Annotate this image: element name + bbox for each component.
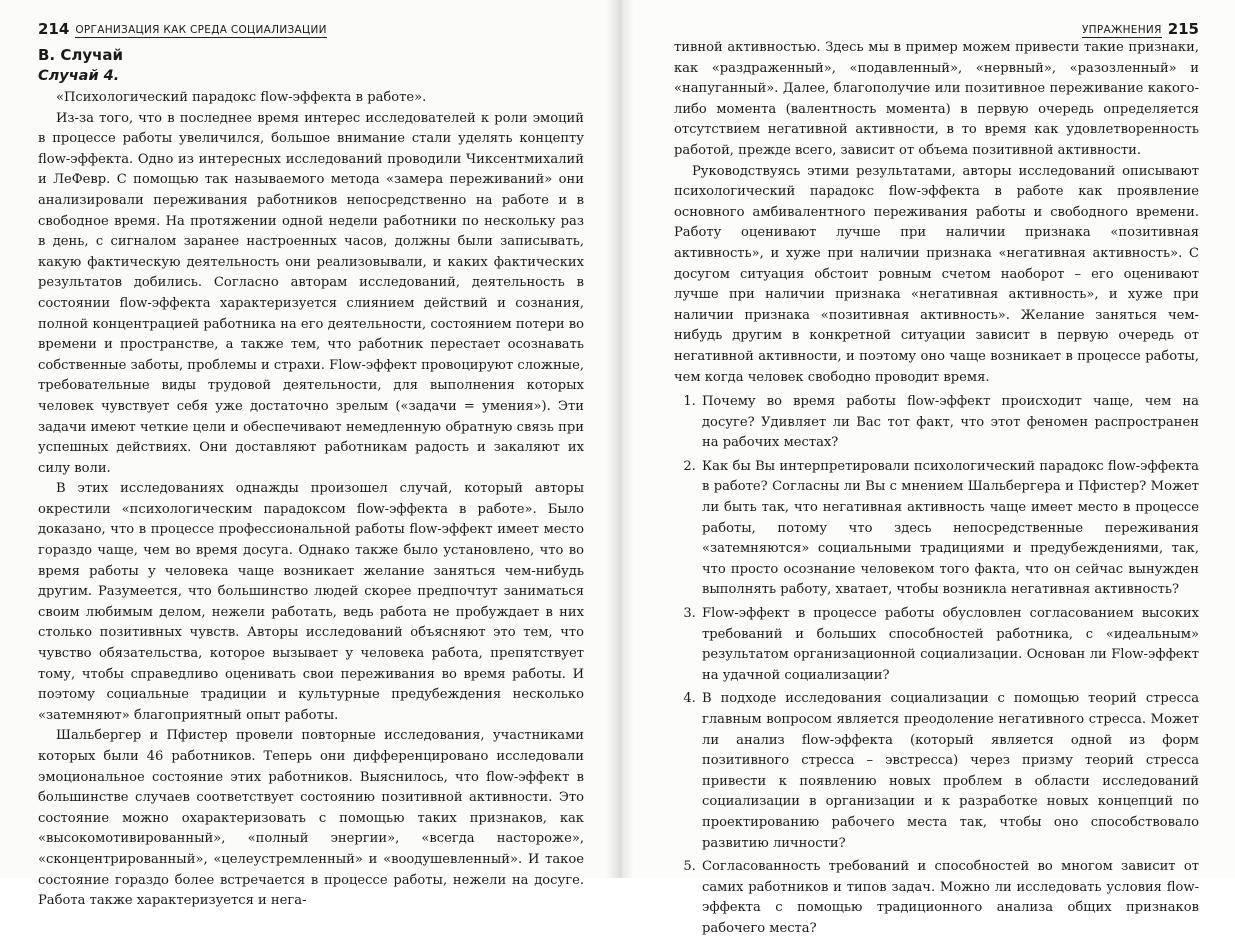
section-heading: В. Случай — [38, 46, 124, 64]
body-paragraph: В этих исследованиях однажды произошел случай, который авторы окрестили «психологическим парадоксом flow-эффекта в работе». Было доказано, что в процессе профессиональной работы flow-эффект имеет место гораздо чаще, чем во время досуга. Однако также было установлено, что во время работы у человека чаще возникает желание заняться чем-нибудь другим. Разумеется, что большинство людей скорее предпочтут заниматься своим любимым делом, нежели работать, ведь работа не пробуждает в них столько позитивных чувств. Авторы исследований объясняют это тем, что чувство обязательства, которое вызывает у человека работа, препятствует тому, чтобы справедливо оценивать свои переживания во время работы. И поэтому социальные традиции и культурные предубеждения несколько «затемняют» благоприятный опыт работы. — [38, 481, 584, 723]
case-title-paragraph: «Психологический парадокс flow-эффекта в работе». — [56, 90, 427, 105]
left-page — [0, 0, 618, 909]
right-running-head — [674, 10, 1199, 38]
left-page-number: 214 — [38, 20, 70, 38]
case-heading: Случай 4. — [38, 68, 120, 84]
question-list — [674, 392, 1199, 939]
question-item: 4. В подходе исследования социализации с помощью теорий стресса главным вопросом является преодоление негативного стресса. Может ли анализ flow-эффекта (который является одной из форм позитивного стресса – эвстресса) через призму теорий стресса привести к появлению новых проблем в области исследований социализации в организации и к разработке новых концепций по проектированию рабочего места так, чтобы оно способствовало развитию личности? — [700, 689, 1199, 854]
body-paragraph: Руководствуясь этими результатами, авторы исследований описывают психологический парадокс flow-эффекта в работе как проявление основного амбивалентного переживания работы и свободного времени. Работу оценивают лучше при наличии признака «позитивная активность», и хуже при наличии признака «негативная активность». С досугом ситуация обстоит ровным счетом наоборот – его оценивают лучше при наличии признака «негативная активность», и хуже при наличии признака «позитивная активность». Желание заняться чем-нибудь другим в конкретной ситуации зависит в первую очередь от негативной активности, и поэтому оно чаще возникает в процессе работы, чем когда человек свободно проводит время. — [674, 163, 1199, 385]
right-page — [618, 0, 1235, 936]
continued-paragraph: тивной активностью. Здесь мы в пример можем привести такие признаки, как «раздраженный», «подавленный», «нервный», «разозленный» и «напуганный». Далее, благополучие или позитивное переживание какого-либо момента (валентность момента) в первую очередь определяется отсутствием негативной активности, в то время как удовлетворенность работой, прежде всего, зависит от объема позитивной активности. — [674, 40, 1199, 158]
question-item: 3. Flow-эффект в процессе работы обусловлен согласованием высоких требований и больших способностей работника, с «идеальным» результатом организационной социализации. Основан ли Flow-эффект на удачной социализации? — [700, 604, 1199, 686]
question-item: 5. Согласованность требований и способностей во многом зависит от самих работников и типов задач. Можно ли исследовать условия flow-эффекта с помощью традиционного анализа общих признаков рабочего места? — [700, 857, 1199, 939]
left-running-head — [38, 10, 584, 38]
right-page-number: 215 — [1167, 20, 1199, 38]
question-item: 1. Почему во время работы flow-эффект происходит чаще, чем на досуге? Удивляет ли Вас тот факт, что этот феномен распространен на рабочих местах? — [700, 392, 1199, 454]
body-paragraph: Шальбергер и Пфистер провели повторные исследования, участниками которых были 46 работников. Теперь они дифференцировано исследовали эмоциональное состояние этих работников. Выяснилось, что flow-эффект в большинстве случаев соответствует состоянию позитивной активности. Это состояние можно охарактеризовать с помощью таких признаков, как «высокомотивированный», «полный энергии», «всегда настороже», «сконцентрированный», «целеустремленный» и «воодушевленный». И такое состояние гораздо более встречается в процессе работы, нежели на досуге. Работа также характеризуется и нега- — [38, 728, 584, 909]
question-item: 2. Как бы Вы интерпретировали психологический парадокс flow-эффекта в работе? Согласны ли Вы с мнением Шальбергера и Пфистер? Может ли быть так, что негативная активность чаще имеет место в процессе работы, потому что здесь непосредственные переживания «затемняются» социальными традициями и предубеждениями, так, что просто осознание человеком того факта, что он сейчас вынужден выполнять работу, хватает, чтобы возникла негативная активность? — [700, 457, 1199, 601]
body-paragraph: Из-за того, что в последнее время интерес исследователей к роли эмоций в процессе работы увеличился, большое внимание стали уделять концепту flow-эффекта. Одно из интересных исследований проводили Чиксентмихалий и ЛеФевр. С помощью так называемого метода «замера переживаний» они анализировали переживания работников непосредственно на работе и в свободное время. На протяжении одной недели работники по нескольку раз в день, с сигналом заранее настроенных часов, должны были записывать, какую фактическую деятельность они реализовывали, и каких фактических результатов добились. Согласно авторам исследований, деятельность в состоянии flow-эффекта характеризуется слиянием действий и сознания, полной концентрацией работника на его деятельности, состоянием потери во времени и пространстве, а также тем, что работник перестает осознавать собственные заботы, проблемы и страхи. Flow-эффект провоцируют сложные, требовательные виды трудовой деятельности, для выполнения которых человек чувствует себя уже достаточно зрелым («задачи = умения»). Эти задачи имеют четкие цели и обеспечивают немедленную обратную связь при успешных действиях. Они доставляют работникам радость и закаляют их силу воли. — [38, 110, 584, 476]
right-running-title: УПРАЖНЕНИЯ — [1081, 24, 1162, 36]
left-running-title: ОРГАНИЗАЦИЯ КАК СРЕДА СОЦИАЛИЗАЦИИ — [75, 24, 327, 36]
